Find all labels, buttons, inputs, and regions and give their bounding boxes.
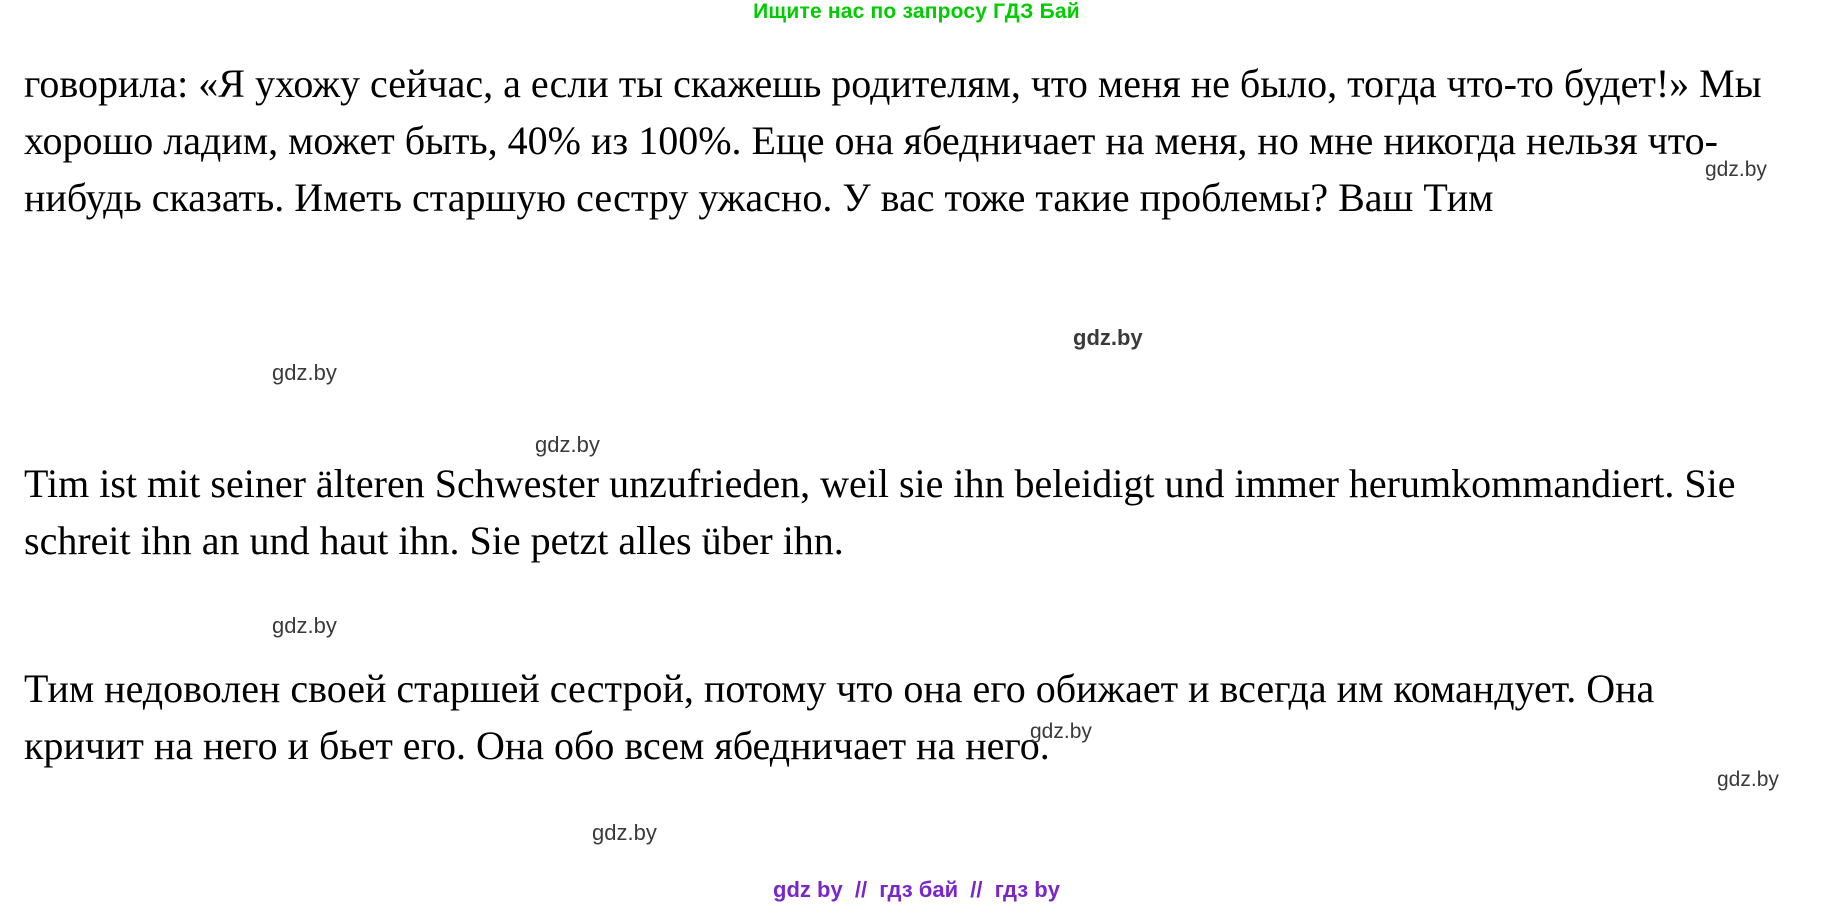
paragraph-russian-letter: говорила: «Я ухожу сейчас, а если ты скажешь родителям, что меня не было, тогда что-то будет!» Мы хорошо ладим, может быть, 40% из 100%. Еще она ябедничает на меня, но мне никогда нельзя что-нибудь сказать. Иметь старшую сестру ужасно. У вас тоже такие проблемы? Ваш Тим <box>24 61 1762 220</box>
watermark-gdz-6: gdz.by <box>1030 720 1092 743</box>
site-promo-banner: Ищите нас по запросу ГДЗ Бай <box>753 0 1080 23</box>
footer-links <box>0 877 1833 903</box>
watermark-gdz-8: gdz.by <box>592 820 657 845</box>
paragraph-german-summary: Tim ist mit seiner älteren Schwester unzufrieden, weil sie ihn beleidigt und immer herumkommandiert. Sie schreit ihn an und haut ihn. Sie petzt alles über ihn. <box>24 461 1736 563</box>
footer-link-gdz-by-ru[interactable]: гдз by <box>994 877 1060 902</box>
footer-link-gdz-bai[interactable]: гдз бай <box>879 877 959 902</box>
watermark-gdz-2: gdz.by <box>272 360 337 385</box>
paragraph-russian-summary: Тим недоволен своей старшей сестрой, потому что она его обижает и всегда им командует. Она кричит на него и бьет его. Она обо всем ябедничает на него. <box>24 666 1655 768</box>
watermark-gdz-4: gdz.by <box>535 432 600 457</box>
footer-link-gdz-by[interactable]: gdz by <box>773 877 843 902</box>
watermark-gdz-5: gdz.by <box>272 613 337 638</box>
footer-separator-1: // <box>854 877 868 902</box>
watermark-gdz-7: gdz.by <box>1717 768 1779 791</box>
watermark-gdz-1: gdz.by <box>1705 158 1767 181</box>
footer-separator-2: // <box>970 877 983 902</box>
watermark-gdz-3: gdz.by <box>1073 325 1143 350</box>
